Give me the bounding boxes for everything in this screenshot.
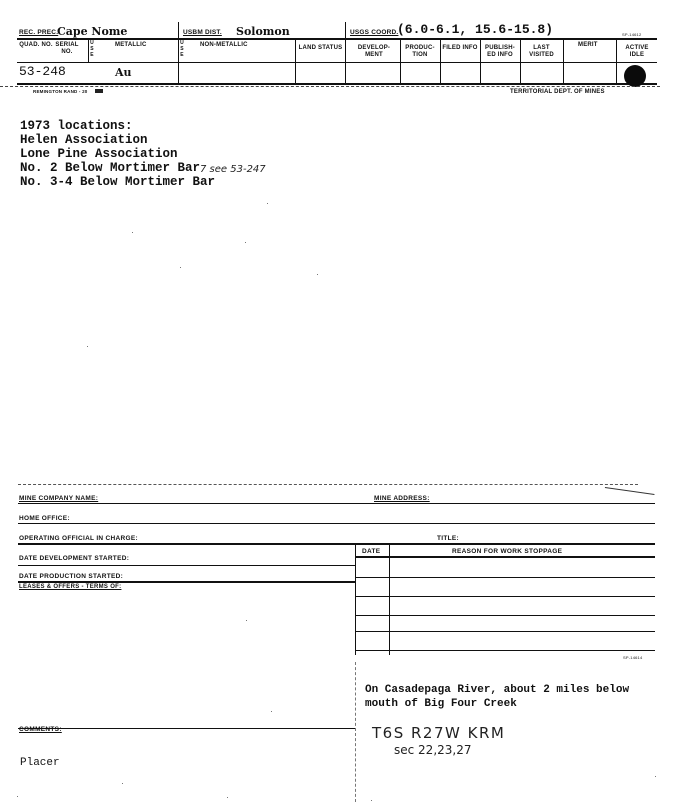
scan-speck [246,620,247,621]
usbm-dist-label: USBM DIST. [183,29,222,36]
scan-speck [17,796,18,797]
lower-divider [355,662,357,802]
col-serial-no: SERIAL NO. [55,42,79,55]
usgs-coord-label: USGS COORD. [350,29,399,36]
form-rule [18,581,355,583]
notes-line-1: 1973 locations: [20,119,133,133]
col-filed-info: FILED INFO [442,45,478,51]
rec-prec-value: Cape Nome [57,25,128,38]
printer-mark [95,89,103,93]
metallic-value: Au [115,66,132,79]
header-rule-mid [17,62,657,63]
scan-speck [87,346,88,347]
scan-speck [267,203,268,204]
stoppage-date-divider [389,543,390,655]
handwritten-reference: 7 see 53-247 [200,164,266,175]
leases-offers-label: LEASES & OFFERS - TERMS OF: [19,584,122,590]
scan-speck [122,783,123,784]
usbm-dist-value: Solomon [236,25,290,38]
rec-prec-label: REC. PREC. [19,29,59,36]
col-last-visited: LAST VISITED [529,45,554,58]
col-use-1: U S E [90,40,94,58]
notes-line-4: No. 2 Below Mortimer Bar [20,161,201,175]
card-perforation [0,86,660,87]
reason-header: REASON FOR WORK STOPPAGE [452,548,563,555]
stoppage-left-border [355,543,356,655]
form-rule [18,543,655,545]
location-line-2: mouth of Big Four Creek [365,698,517,710]
form-top-dash [18,484,638,485]
col-divider [88,40,89,62]
col-divider [563,40,564,84]
stoppage-row-rule [356,596,655,597]
col-production: PRODUC-TION [405,45,435,58]
col-published-info: PUBLISH-ED INFO [485,45,515,58]
col-active-idle: ACTIVE IDLE [625,45,649,58]
date-production-label: DATE PRODUCTION STARTED: [19,573,124,580]
home-office-label: HOME OFFICE: [19,515,70,522]
col-non-metallic: NON-METALLIC [200,42,248,48]
scan-speck [245,242,246,243]
form-code-2: SP-14614 [623,655,643,660]
dept-label: TERRITORIAL DEPT. OF MINES [510,89,605,95]
stoppage-header-rule [356,556,655,558]
scan-speck [317,274,318,275]
stoppage-row-rule [356,615,655,616]
comment-value: Placer [20,757,60,769]
col-land-status: LAND STATUS [298,45,343,51]
handwritten-sections: sec 22,23,27 [394,743,472,757]
stoppage-row-rule [356,650,655,651]
scan-speck [227,797,228,798]
col-divider [616,40,617,84]
usgs-coord-value: (6.0-6.1, 15.6-15.8) [397,22,554,37]
scan-speck [132,232,133,233]
operating-official-label: OPERATING OFFICIAL IN CHARGE: [19,535,138,542]
form-code: SP-14612 [622,32,642,37]
printer-label: REMINGTON RAND - 20 [33,89,88,94]
col-divider [295,40,296,84]
comments-label: COMMENTS: [19,726,62,733]
col-divider [345,22,346,84]
notes-line-5: No. 3-4 Below Mortimer Bar [20,175,216,189]
col-quad-no: QUAD. NO. [19,42,53,48]
col-development: DEVELOP-MENT [357,45,391,58]
scan-speck [271,711,272,712]
col-use-2: U S E [180,40,184,58]
scan-speck [655,776,656,777]
comments-rule [18,728,355,729]
form-rule [18,523,655,524]
stoppage-row-rule [356,577,655,578]
mine-company-name-label: MINE COMPANY NAME: [19,495,99,502]
date-header: DATE [362,548,381,555]
col-metallic: METALLIC [115,42,147,48]
stoppage-row-rule [356,631,655,632]
header-rule-bottom [17,83,657,85]
col-divider [178,22,179,84]
notes-line-2: Helen Association [20,133,148,147]
scan-speck [180,267,181,268]
mine-address-label: MINE ADDRESS: [374,495,430,502]
location-line-1: On Casadepaga River, about 2 miles below [365,684,630,696]
notes-line-3: Lone Pine Association [20,147,178,161]
scan-speck [371,800,372,801]
handwritten-township-range: T6S R27W KRM [372,724,506,742]
header-rule-top [17,38,657,40]
quad-serial-value: 53-248 [19,64,66,79]
date-development-label: DATE DEVELOPMENT STARTED: [19,555,130,562]
form-rule [18,565,355,566]
col-merit: MERIT [578,42,598,48]
form-rule [18,503,655,504]
active-idle-marker-icon [624,65,646,87]
title-label: TITLE: [437,535,460,542]
